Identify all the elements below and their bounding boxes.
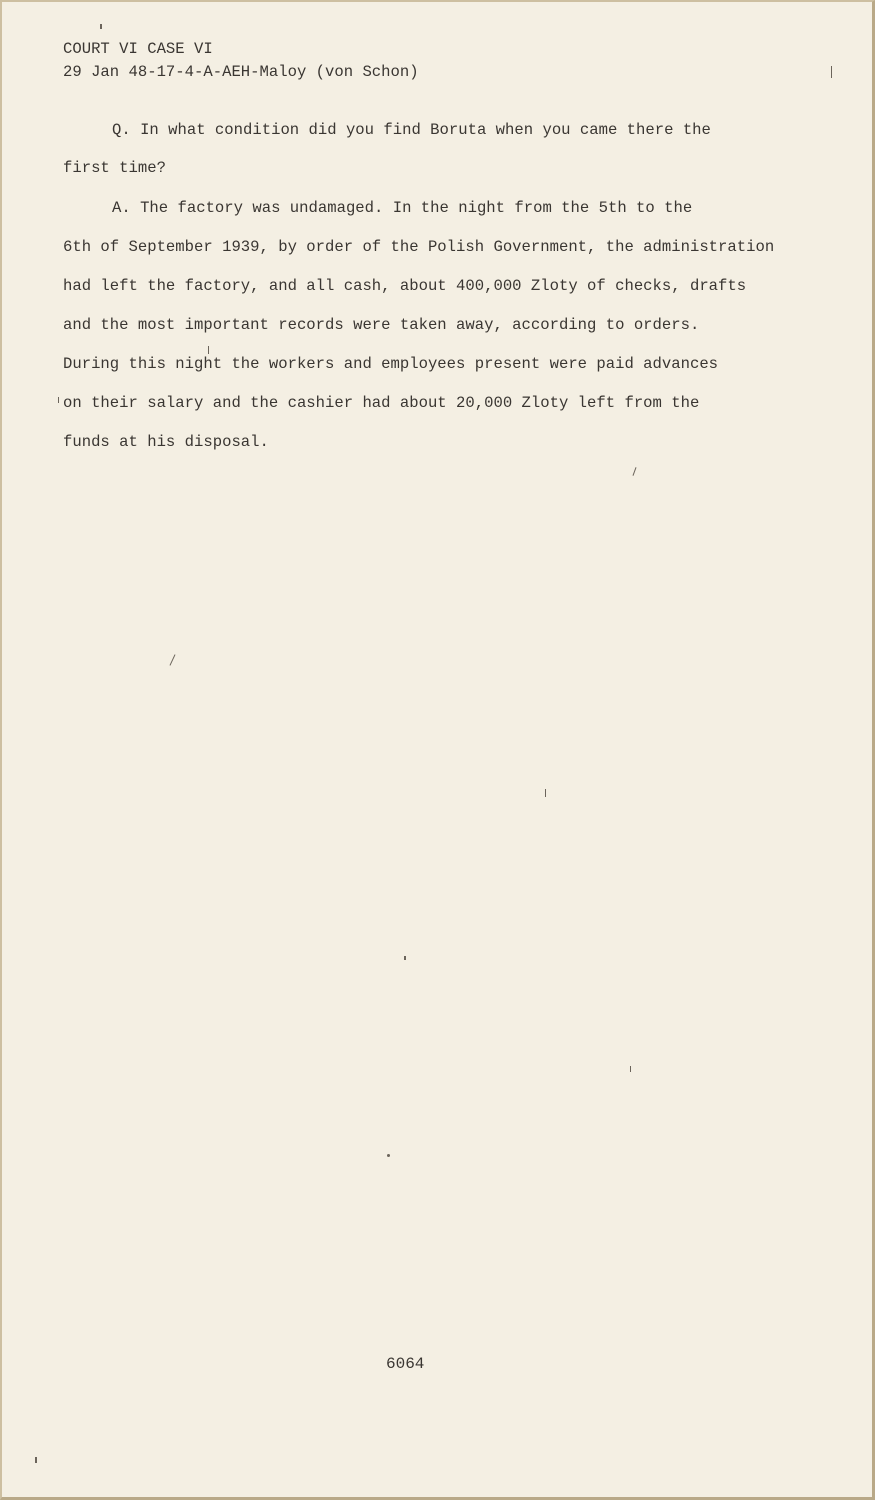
answer-line-2: 6th of September 1939, by order of the Polish Government, the administration [63, 238, 775, 256]
paper-speck [545, 789, 546, 797]
answer-line-4: and the most important records were taken away, according to orders. [63, 316, 700, 334]
answer-line-3: had left the factory, and all cash, about 400,000 Zloty of checks, drafts [63, 277, 747, 295]
paper-speck [58, 397, 59, 403]
paper-speck [387, 1154, 390, 1157]
paper-speck [208, 346, 209, 354]
paper-speck [831, 66, 832, 78]
transcript-reference: 29 Jan 48-17-4-A-AEH-Maloy (von Schon) [63, 63, 419, 81]
answer-line-7: funds at his disposal. [63, 433, 269, 451]
paper-speck [35, 1457, 37, 1463]
paper-speck [404, 956, 406, 960]
paper-speck [632, 467, 636, 476]
answer-line-6: on their salary and the cashier had about 20,000 Zloty left from the [63, 394, 700, 412]
court-case-header: COURT VI CASE VI [63, 40, 213, 58]
answer-line-1: A. The factory was undamaged. In the night from the 5th to the [112, 199, 693, 217]
question-line-2: first time? [63, 159, 166, 177]
paper-speck [630, 1066, 631, 1072]
page-number: 6064 [386, 1355, 425, 1373]
paper-speck [170, 654, 176, 665]
answer-line-5: During this night the workers and employees present were paid advances [63, 355, 719, 373]
question-line-1: Q. In what condition did you find Boruta when you came there the [112, 121, 711, 139]
paper-speck [100, 24, 102, 29]
